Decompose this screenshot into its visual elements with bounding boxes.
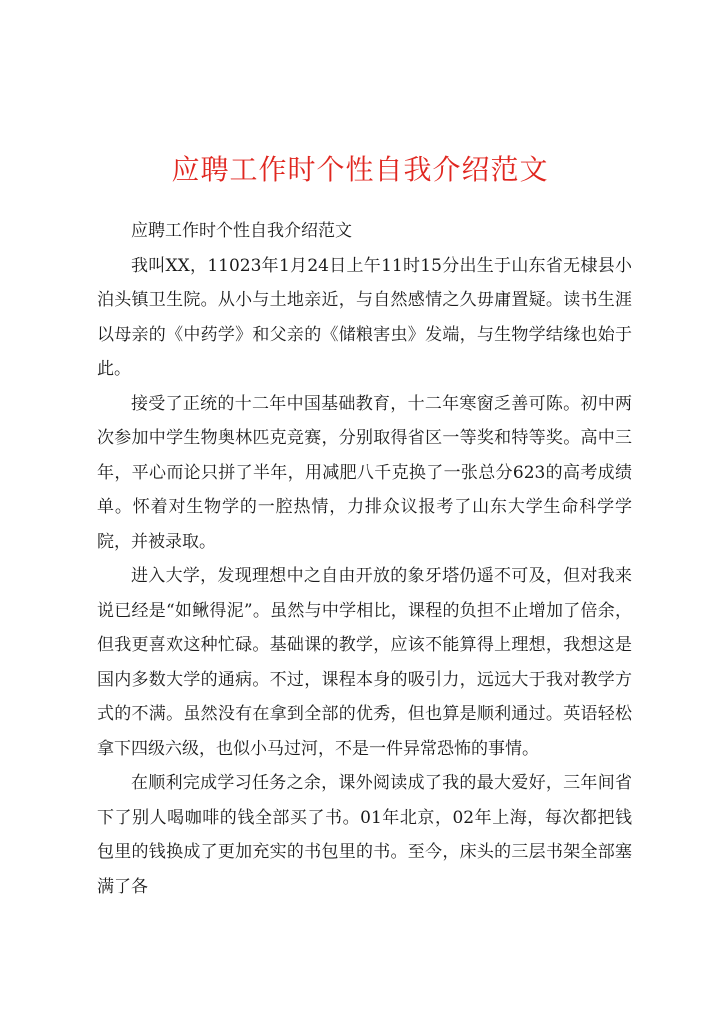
document-body: [97, 214, 632, 904]
body-paragraph: 接受了正统的十二年中国基础教育，十二年寒窗乏善可陈。初中两次参加中学生物奥林匹克竞赛，分别取得省区一等奖和特等奖。高中三年，平心而论只拼了半年，用减肥八千克换了一张总分623的高考成绩单。怀着对生物学的一腔热情，力排众议报考了山东大学生命科学学院，并被录取。: [97, 393, 632, 552]
document-title: 应聘工作时个性自我介绍范文: [171, 153, 549, 186]
body-paragraph: 在顺利完成学习任务之余，课外阅读成了我的最大爱好，三年间省下了别人喝咖啡的钱全部买了书。01年北京，02年上海，每次都把钱包里的钱换成了更加充实的书包里的书。至今，床头的三层书架全部塞满了各: [97, 773, 632, 897]
body-paragraph: 进入大学，发现理想中之自由开放的象牙塔仍遥不可及，但对我来说已经是“如鳅得泥”。虽然与中学相比，课程的负担不止增加了倍余，但我更喜欢这种忙碌。基础课的教学，应该不能算得上理想，我想这是国内多数大学的通病。不过，课程本身的吸引力，远远大于我对教学方式的不满。虽然没有在拿到全部的优秀，但也算是顺利通过。英语轻松拿下四级六级，也似小马过河，不是一件异常恐怖的事情。: [97, 566, 632, 759]
body-paragraph: 我叫XX，11023年1月24日上午11时15分出生于山东省无棣县小泊头镇卫生院。从小与土地亲近，与自然感情之久毋庸置疑。读书生涯以母亲的《中药学》和父亲的《储粮害虫》发端，与生物学结缘也始于此。: [97, 255, 632, 379]
body-paragraph: 应聘工作时个性自我介绍范文: [131, 221, 352, 241]
